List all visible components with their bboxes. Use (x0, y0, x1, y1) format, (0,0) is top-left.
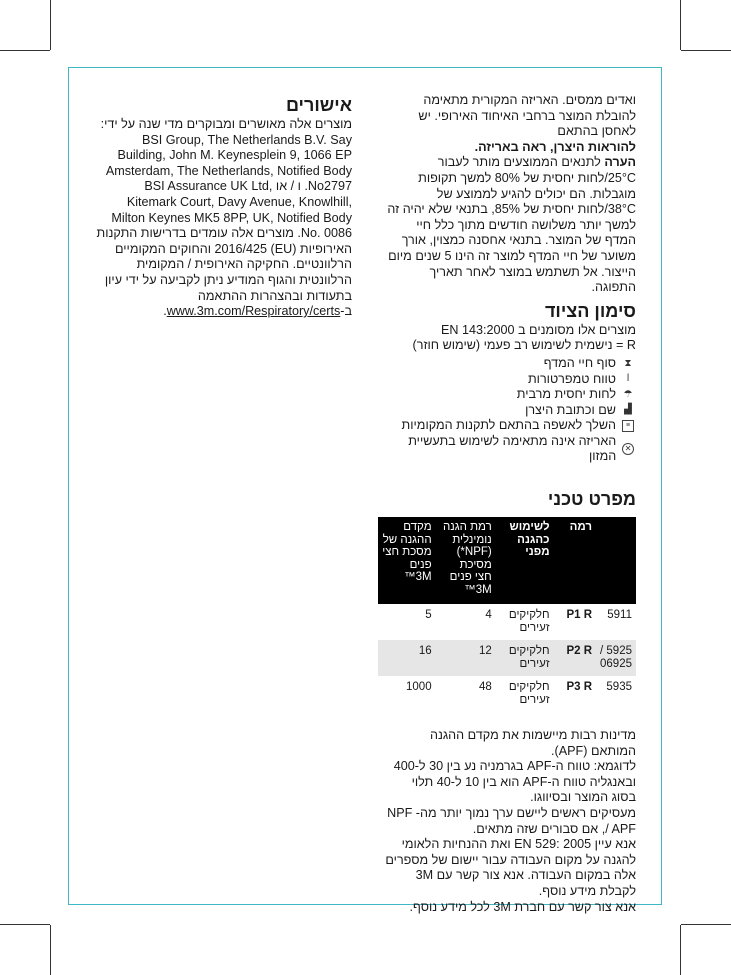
factory-icon: ▟ (624, 404, 632, 416)
not-for-food-icon: ✕ (622, 443, 634, 455)
symbol-label: השלך לאשפה בהתאם לתקנות המקומיות (401, 418, 616, 433)
crop-mark (0, 50, 50, 51)
crop-mark (680, 925, 681, 975)
cell-use: חלקיקים זעירים (496, 640, 554, 676)
crop-mark (50, 925, 51, 975)
cell-level: P3 R (566, 681, 593, 694)
note-text: לתנאים הממוצעים מותר לעבור 25°C/לחות יחסית של 80% למשך תקופות מוגבלות. הם יכולים להגיע לממוצע של 38°C/לחות יחסית של 85%, בתנאי שלא יהיה זה למשך יותר משלושה חודשים מתוך כלל חיי המדף של המוצר. בתנאי אחסנה כמצוין, אורך משוער של חיי המדף למוצר זה הינו 5 שנים מיום הייצור. אל תשתמש במוצר לאחר תאריך התפוגה. (387, 155, 636, 295)
closing-notes (384, 728, 636, 915)
cell-use: חלקיקים זעירים (508, 609, 550, 635)
cell-apf: 1000 (406, 681, 432, 694)
symbol-item (384, 403, 636, 419)
cell-use: חלקיקים זעירים (508, 681, 550, 707)
approvals-text: מוצרים אלה מאושרים ומבוקרים מדי שנה על ידי: BSI Group, The Netherlands B.V. Say Building, John M. Keynesplein 9, 1066 EP Amsterdam, The Netherlands, Notified Body No2797. ו / או BSI Assurance UK Ltd, Kitemark Court, Davy Avenue, Knowlhill, Milton Keynes MK5 8PP, UK, Notified Body No. 0086. מוצרים אלה עומדים בדרישות התקנות האירופיות (EU) 2016/425 והחוקים המקומיים הרלוונטיים. החקיקה האירופית / המקומית הרלוונטית והגוף המודיע ניתן לקביעה על ידי עיון בתעודות ובהצהרות ההתאמה (96, 117, 352, 303)
spec-heading: מפרט טכני (547, 489, 636, 510)
instructions-label: להוראות היצרן, ראה באריזה. (474, 139, 636, 154)
cell-apf: 16 (378, 640, 436, 676)
cell-npf: 48 (478, 681, 492, 694)
symbol-list (384, 356, 636, 465)
symbol-item (384, 434, 636, 465)
closing-paragraph: מעסיקים ראשים ליישם ערך נמוך יותר מה- NPF / APF, אם סבורים שזה מתאים. (387, 806, 636, 836)
symbol-label: האריזה אינה מתאימה לשימוש בתעשיית המזון (408, 433, 617, 464)
symbol-item (384, 356, 636, 372)
symbol-label: לחות יחסית מרבית (516, 387, 616, 402)
certs-link[interactable]: www.3m.com/Respiratory/certs (166, 304, 341, 319)
disposal-icon: ≡ (622, 420, 634, 432)
symbol-label: שם וכתובת היצרן (525, 402, 616, 417)
crop-mark (50, 0, 51, 50)
table-header-npf: רמת הגנה נומינלית (NPF*) מסיכת חצי פנים 3M™ (436, 517, 496, 604)
approvals-heading: אישורים (285, 95, 352, 115)
crop-mark (681, 50, 731, 51)
link-prefix: ב- (340, 304, 352, 319)
hourglass-icon: ⧗ (624, 357, 632, 369)
cell-level: P2 R (554, 640, 596, 676)
right-column (384, 93, 636, 915)
symbol-item (384, 418, 636, 434)
closing-paragraph: לדוגמא: טווח ה-APF בגרמניה נע בין 30 ל-400 ובאנגליה טווח ה-APF הוא בין 10 ל-40 תלוי בסוג המוצר ובסיווגו. (393, 759, 636, 805)
table-header-use: לשימוש כהגנה מפני (496, 517, 554, 604)
instructions-paragraph (384, 140, 636, 156)
symbol-label: טווח טמפרטורות (527, 371, 616, 386)
note-label: הערה (604, 155, 636, 170)
storage-note (384, 155, 636, 295)
link-suffix: . (163, 304, 167, 319)
cell-model: 5925 / 06925 (596, 640, 636, 676)
marking-line: R = נישמית לשימוש רב פעמי (שימוש חוזר) (412, 338, 636, 353)
marking-line: מוצרים אלו מסומנים ב EN 143:2000 (440, 322, 636, 337)
cell-level: P1 R (566, 609, 593, 622)
cell-model: 5911 (607, 609, 632, 622)
cell-npf: 4 (485, 609, 492, 622)
closing-paragraph: אנא עיין EN 529: 2005 ואת ההנחיות הלאומי להגנה על מקום העבודה עבור יישום של מספרים אלה במקום העבודה. אנא צור קשר עם 3M לקבלת מידע נוסף. (385, 837, 636, 898)
table-header-model (596, 517, 636, 604)
left-column (96, 93, 352, 320)
cell-model: 5935 (606, 681, 632, 694)
table-header-apf: מקדם ההגנה של מסכת חצי פנים 3M™ (378, 517, 436, 604)
symbol-item (384, 372, 636, 388)
cell-apf: 5 (425, 609, 432, 622)
spec-table (378, 517, 636, 712)
table-row (378, 676, 636, 712)
approvals-link-line (96, 304, 352, 320)
crop-mark (680, 0, 681, 50)
cell-npf: 12 (436, 640, 496, 676)
symbol-label: סוף חיי המדף (543, 355, 616, 370)
table-header-row (378, 517, 636, 604)
table-row (378, 604, 636, 640)
thermometer-icon: ǀ (626, 373, 630, 385)
marking-heading: סימון הציוד (544, 300, 636, 321)
crop-mark (681, 924, 731, 925)
umbrella-icon: ☂ (623, 388, 633, 400)
closing-paragraph: אנא צור קשר עם חברת 3M לכל מידע נוסף. (409, 899, 636, 914)
closing-paragraph: מדינות רבות מיישמות את מקדם ההגנה המותאם (APF). (429, 728, 636, 758)
crop-mark (0, 924, 50, 925)
table-row (378, 640, 636, 676)
intro-paragraph: ואדים ממסים. האריזה המקורית מתאימה להובלת המוצר ברחבי האיחוד האירופי. יש לאחסן בהתאם (418, 93, 636, 139)
symbol-item (384, 387, 636, 403)
table-header-level: רמה (554, 517, 596, 604)
